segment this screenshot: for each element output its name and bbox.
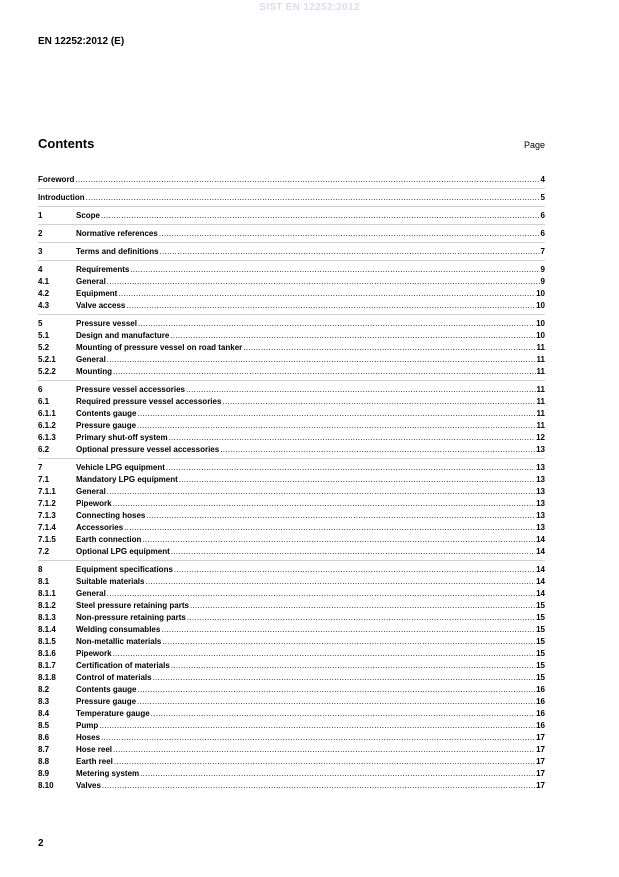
toc-entry-page: 15 — [536, 625, 545, 634]
toc-entry[interactable] — [38, 276, 545, 288]
toc-entry-page: 17 — [536, 757, 545, 766]
toc-entry[interactable] — [38, 444, 545, 456]
toc-entry-title: General — [76, 589, 106, 598]
toc-entry[interactable] — [38, 264, 545, 276]
toc-entry-number: 8.5 — [38, 721, 50, 730]
toc-entry-title: Design and manufacture — [76, 331, 170, 340]
toc-entry-title: Contents gauge — [76, 685, 137, 694]
toc-entry[interactable] — [38, 720, 545, 732]
toc-entry-title: Pressure gauge — [76, 421, 137, 430]
toc-entry-title: Hose reel — [76, 745, 113, 754]
watermark: SIST EN 12252:2012 — [259, 2, 360, 13]
toc-entry-number: 8.8 — [38, 757, 50, 766]
toc-entry-number: 6.2 — [38, 445, 50, 454]
toc-entry-page: 10 — [536, 319, 545, 328]
toc-dot-leader — [190, 600, 535, 612]
toc-entry[interactable] — [38, 684, 545, 696]
toc-dot-leader — [137, 408, 535, 420]
toc-entry-number: 5.2 — [38, 343, 50, 352]
toc-entry-page: 10 — [536, 301, 545, 310]
toc-dot-leader — [126, 300, 535, 312]
toc-entry[interactable] — [38, 522, 545, 534]
toc-entry[interactable] — [38, 288, 545, 300]
toc-entry-page: 11 — [536, 385, 545, 394]
toc-entry-number: 8.1.5 — [38, 637, 56, 646]
contents-heading: Contents — [38, 136, 95, 151]
toc-entry-title: Foreword — [38, 175, 75, 184]
toc-dot-leader — [171, 546, 535, 558]
toc-dot-leader — [166, 462, 535, 474]
toc-entry-number: 5.2.1 — [38, 355, 56, 364]
toc-entry-title: General — [76, 355, 106, 364]
toc-entry[interactable] — [38, 474, 545, 486]
toc-entry[interactable] — [38, 672, 545, 684]
toc-dot-leader — [107, 588, 535, 600]
toc-entry[interactable] — [38, 420, 545, 432]
toc-entry-number: 5.1 — [38, 331, 50, 340]
toc-entry-title: Pressure gauge — [76, 697, 137, 706]
toc-entry-number: 8.1.4 — [38, 625, 56, 634]
toc-entry[interactable] — [38, 498, 545, 510]
toc-entry-title: Requirements — [76, 265, 130, 274]
toc-entry-title: Hoses — [76, 733, 101, 742]
toc-dot-leader — [140, 768, 535, 780]
toc-entry-page: 13 — [536, 475, 545, 484]
toc-entry-title: Equipment — [76, 289, 118, 298]
toc-entry-title: Temperature gauge — [76, 709, 150, 718]
toc-entry-title: Non-metallic materials — [76, 637, 162, 646]
toc-entry-title: Contents gauge — [76, 409, 137, 418]
toc-dot-leader — [179, 474, 535, 486]
toc-dot-leader — [124, 522, 535, 534]
toc-entry-number: 8.9 — [38, 769, 50, 778]
toc-entry[interactable] — [38, 744, 545, 756]
toc-entry-title: Certification of materials — [76, 661, 170, 670]
toc-entry[interactable] — [38, 696, 545, 708]
toc-entry[interactable] — [38, 660, 545, 672]
toc-entry-title: Metering system — [76, 769, 140, 778]
document-id: EN 12252:2012 (E) — [38, 36, 125, 47]
toc-dot-leader — [170, 330, 535, 342]
toc-entry-title: Earth reel — [76, 757, 113, 766]
toc-entry-number: 7 — [38, 463, 43, 472]
toc-entry-title: Scope — [76, 211, 101, 220]
toc-entry-number: 1 — [38, 211, 43, 220]
toc-entry[interactable] — [38, 192, 545, 204]
toc-entry-page: 16 — [536, 721, 545, 730]
table-of-contents — [38, 174, 545, 792]
toc-entry-number: 6.1.2 — [38, 421, 56, 430]
toc-entry-title: General — [76, 487, 106, 496]
toc-entry-number: 8.3 — [38, 697, 50, 706]
toc-dot-leader — [137, 684, 535, 696]
toc-entry-page: 14 — [536, 589, 545, 598]
toc-entry-number: 4 — [38, 265, 43, 274]
toc-entry-page: 16 — [536, 697, 545, 706]
toc-entry-number: 8.1.3 — [38, 613, 56, 622]
toc-entry-title: Optional LPG equipment — [76, 547, 170, 556]
toc-entry[interactable] — [38, 546, 545, 558]
toc-dot-leader — [86, 192, 540, 204]
toc-dot-leader — [137, 420, 536, 432]
toc-entry-number: 3 — [38, 247, 43, 256]
toc-entry-page: 13 — [536, 445, 545, 454]
toc-dot-leader — [145, 576, 535, 588]
toc-dot-leader — [186, 384, 536, 396]
toc-entry-number: 7.1.4 — [38, 523, 56, 532]
toc-dot-leader — [171, 660, 535, 672]
toc-entry-page: 13 — [536, 523, 545, 532]
toc-dot-leader — [174, 564, 535, 576]
toc-entry-number: 7.1.2 — [38, 499, 56, 508]
toc-entry-number: 6.1 — [38, 397, 50, 406]
toc-dot-leader — [99, 720, 535, 732]
toc-entry-title: General — [76, 277, 106, 286]
toc-entry-title: Mandatory LPG equipment — [76, 475, 178, 484]
toc-entry[interactable] — [38, 342, 545, 354]
toc-entry-number: 7.1.5 — [38, 535, 56, 544]
toc-entry-number: 8.1 — [38, 577, 50, 586]
toc-entry-page: 7 — [540, 247, 545, 256]
toc-entry-page: 6 — [540, 211, 545, 220]
toc-entry[interactable] — [38, 366, 545, 378]
toc-entry-title: Normative references — [76, 229, 158, 238]
toc-entry[interactable] — [38, 564, 545, 576]
toc-entry-number: 8.1.6 — [38, 649, 56, 658]
toc-dot-leader — [118, 288, 535, 300]
toc-entry[interactable] — [38, 732, 545, 744]
toc-dot-leader — [113, 366, 536, 378]
toc-entry-title: Pressure vessel — [76, 319, 137, 328]
toc-entry[interactable] — [38, 432, 545, 444]
toc-entry-number: 7.2 — [38, 547, 50, 556]
toc-entry[interactable] — [38, 300, 545, 312]
toc-entry-number: 6.1.3 — [38, 433, 56, 442]
toc-dot-leader — [153, 672, 536, 684]
toc-entry-page: 11 — [536, 421, 545, 430]
toc-entry-title: Terms and definitions — [76, 247, 159, 256]
toc-dot-leader — [243, 342, 535, 354]
toc-dot-leader — [113, 648, 536, 660]
toc-entry[interactable] — [38, 246, 545, 258]
toc-entry[interactable] — [38, 624, 545, 636]
toc-entry-page: 11 — [536, 397, 545, 406]
toc-dot-leader — [161, 624, 535, 636]
toc-entry-number: 7.1.3 — [38, 511, 56, 520]
toc-dot-leader — [159, 228, 540, 240]
toc-entry-page: 14 — [536, 535, 545, 544]
toc-entry-number: 8.1.8 — [38, 673, 56, 682]
toc-entry-title: Connecting hoses — [76, 511, 146, 520]
toc-dot-leader — [113, 498, 536, 510]
toc-entry-title: Steel pressure retaining parts — [76, 601, 189, 610]
toc-entry-number: 2 — [38, 229, 43, 238]
toc-entry-page: 15 — [536, 613, 545, 622]
toc-entry-title: Valves — [76, 781, 101, 790]
toc-entry-number: 6.1.1 — [38, 409, 56, 418]
toc-entry-page: 9 — [540, 265, 545, 274]
toc-entry-title: Optional pressure vessel accessories — [76, 445, 220, 454]
toc-entry-page: 14 — [536, 565, 545, 574]
toc-entry-number: 8.2 — [38, 685, 50, 694]
toc-entry-title: Vehicle LPG equipment — [76, 463, 165, 472]
toc-entry-number: 7.1.1 — [38, 487, 56, 496]
toc-entry-title: Mounting of pressure vessel on road tanker — [76, 343, 243, 352]
toc-entry-page: 6 — [540, 229, 545, 238]
toc-entry-title: Primary shut-off system — [76, 433, 168, 442]
toc-entry-number: 4.2 — [38, 289, 50, 298]
toc-entry-number: 8.1.2 — [38, 601, 56, 610]
toc-entry-page: 17 — [536, 745, 545, 754]
toc-entry[interactable] — [38, 600, 545, 612]
toc-entry-page: 14 — [536, 577, 545, 586]
toc-dot-leader — [160, 246, 540, 258]
toc-entry-title: Non-pressure retaining parts — [76, 613, 186, 622]
toc-entry-title: Pressure vessel accessories — [76, 385, 185, 394]
toc-entry-number: 6 — [38, 385, 43, 394]
toc-entry-number: 4.1 — [38, 277, 50, 286]
toc-dot-leader — [101, 732, 535, 744]
toc-dot-leader — [114, 756, 535, 768]
toc-entry-title: Valve access — [76, 301, 126, 310]
toc-entry[interactable] — [38, 384, 545, 396]
toc-entry-title: Required pressure vessel accessories — [76, 397, 222, 406]
toc-entry[interactable] — [38, 510, 545, 522]
toc-entry-page: 12 — [536, 433, 545, 442]
toc-entry[interactable] — [38, 612, 545, 624]
toc-entry-page: 15 — [536, 673, 545, 682]
toc-dot-leader — [101, 210, 540, 222]
toc-entry[interactable] — [38, 708, 545, 720]
toc-entry[interactable] — [38, 408, 545, 420]
toc-entry-title: Pipework — [76, 499, 112, 508]
toc-dot-leader — [137, 696, 535, 708]
toc-entry[interactable] — [38, 588, 545, 600]
toc-dot-leader — [130, 264, 539, 276]
toc-entry-page: 15 — [536, 661, 545, 670]
toc-entry[interactable] — [38, 354, 545, 366]
toc-entry[interactable] — [38, 462, 545, 474]
toc-entry-page: 16 — [536, 709, 545, 718]
toc-entry-title: Welding consumables — [76, 625, 161, 634]
toc-dot-leader — [220, 444, 535, 456]
toc-dot-leader — [169, 432, 536, 444]
toc-entry-page: 4 — [540, 175, 545, 184]
toc-entry-number: 8.1.1 — [38, 589, 56, 598]
toc-dot-leader — [222, 396, 535, 408]
toc-entry-page: 15 — [536, 649, 545, 658]
toc-entry-title: Control of materials — [76, 673, 152, 682]
toc-entry[interactable] — [38, 330, 545, 342]
toc-entry-page: 10 — [536, 331, 545, 340]
toc-entry-number: 5.2.2 — [38, 367, 56, 376]
toc-entry[interactable] — [38, 534, 545, 546]
toc-entry-title: Mounting — [76, 367, 112, 376]
toc-dot-leader — [151, 708, 535, 720]
toc-dot-leader — [187, 612, 535, 624]
toc-entry-page: 11 — [536, 343, 545, 352]
toc-entry-number: 8.10 — [38, 781, 54, 790]
toc-entry-page: 9 — [540, 277, 545, 286]
toc-entry[interactable] — [38, 210, 545, 222]
toc-entry-title: Introduction — [38, 193, 85, 202]
toc-entry[interactable] — [38, 648, 545, 660]
toc-dot-leader — [146, 510, 535, 522]
toc-entry-page: 13 — [536, 511, 545, 520]
toc-entry[interactable] — [38, 318, 545, 330]
toc-entry-page: 17 — [536, 769, 545, 778]
toc-entry-title: Pipework — [76, 649, 112, 658]
toc-entry-number: 5 — [38, 319, 43, 328]
toc-entry-number: 8 — [38, 565, 43, 574]
toc-entry-title: Equipment specifications — [76, 565, 173, 574]
toc-entry[interactable] — [38, 636, 545, 648]
toc-entry-page: 15 — [536, 637, 545, 646]
toc-entry-page: 17 — [536, 733, 545, 742]
toc-entry-page: 14 — [536, 547, 545, 556]
toc-entry-number: 7.1 — [38, 475, 50, 484]
toc-entry-title: Earth connection — [76, 535, 142, 544]
toc-entry[interactable] — [38, 780, 545, 792]
toc-entry-number: 8.1.7 — [38, 661, 56, 670]
toc-entry-title: Accessories — [76, 523, 124, 532]
toc-dot-leader — [107, 486, 535, 498]
toc-dot-leader — [138, 318, 535, 330]
toc-entry-page: 17 — [536, 781, 545, 790]
toc-entry-title: Suitable materials — [76, 577, 145, 586]
toc-dot-leader — [113, 744, 535, 756]
toc-entry[interactable] — [38, 174, 545, 186]
toc-entry-page: 10 — [536, 289, 545, 298]
toc-dot-leader — [107, 276, 540, 288]
toc-dot-leader — [107, 354, 536, 366]
toc-entry-title: Pump — [76, 721, 99, 730]
toc-entry-page: 13 — [536, 499, 545, 508]
toc-entry[interactable] — [38, 228, 545, 240]
toc-entry-page: 15 — [536, 601, 545, 610]
toc-entry[interactable] — [38, 396, 545, 408]
page-number: 2 — [38, 838, 44, 849]
toc-entry-number: 4.3 — [38, 301, 50, 310]
toc-entry-page: 11 — [536, 367, 545, 376]
toc-entry-page: 5 — [540, 193, 545, 202]
toc-dot-leader — [162, 636, 535, 648]
toc-entry-page: 13 — [536, 463, 545, 472]
toc-dot-leader — [102, 780, 535, 792]
toc-dot-leader — [75, 174, 539, 186]
toc-dot-leader — [142, 534, 535, 546]
toc-entry-page: 11 — [536, 409, 545, 418]
toc-entry[interactable] — [38, 486, 545, 498]
page-column-label: Page — [523, 140, 545, 150]
toc-entry-page: 11 — [536, 355, 545, 364]
toc-entry[interactable] — [38, 768, 545, 780]
toc-entry-number: 8.7 — [38, 745, 50, 754]
toc-entry-page: 16 — [536, 685, 545, 694]
toc-entry-number: 8.4 — [38, 709, 50, 718]
toc-entry-number: 8.6 — [38, 733, 50, 742]
toc-entry[interactable] — [38, 576, 545, 588]
toc-entry[interactable] — [38, 756, 545, 768]
toc-entry-page: 13 — [536, 487, 545, 496]
